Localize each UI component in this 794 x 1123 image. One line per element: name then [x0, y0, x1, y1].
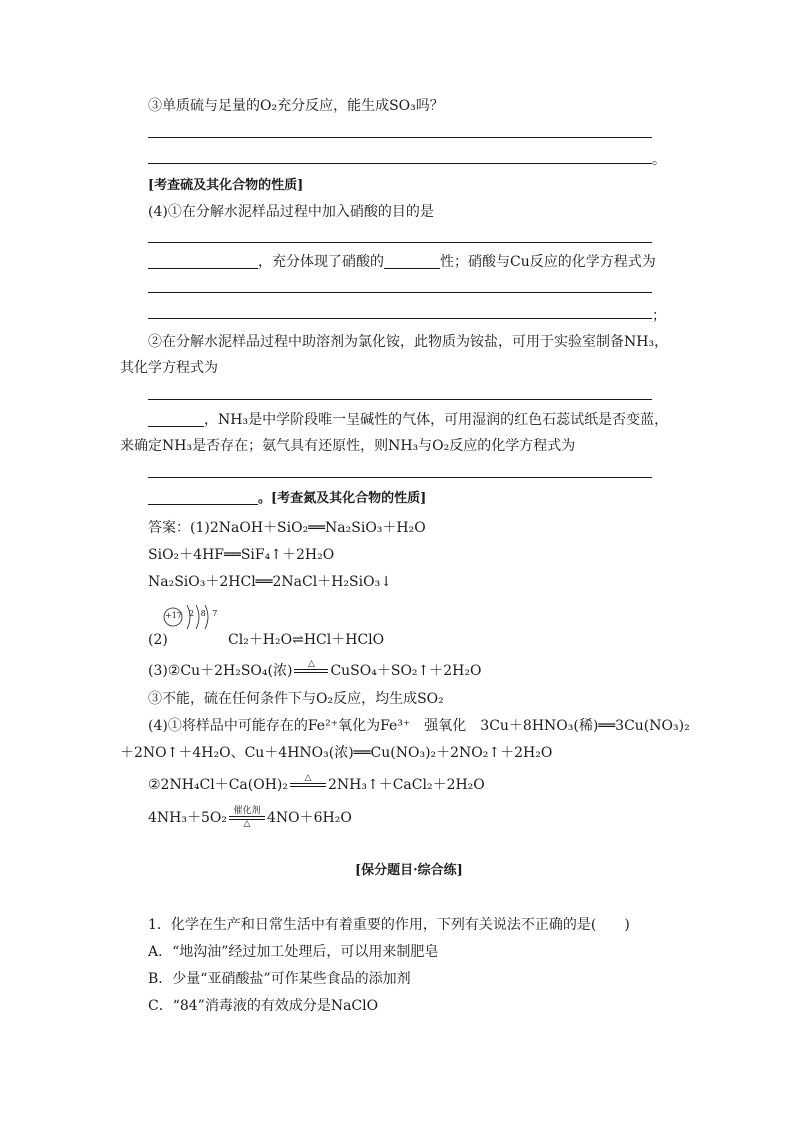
answer-4-2a-rhs: 2NH₃↑＋CaCl₂＋2H₂O [328, 777, 485, 793]
semicolon: ； [652, 308, 666, 324]
answer-4-2a [148, 774, 485, 796]
answer-line [148, 242, 652, 243]
answer-line [148, 163, 652, 164]
catalyst-label: 催化剂 [233, 806, 261, 816]
answer-2-eq: Cl₂＋H₂O⇌HCl＋HClO [228, 632, 385, 648]
fill-blank [384, 254, 440, 269]
mcq-stem: 1．化学在生产和日常生活中有着重要的作用，下列有关说法不正确的是( ) [148, 917, 630, 933]
answer-4-1a: (4)①将样品中可能存在的Fe²⁺氧化为Fe³⁺ 强氧化 3Cu＋8HNO₃(稀)══3Cu(NO₃)₂ [148, 718, 690, 734]
question-4-2c [148, 410, 668, 430]
question-4-1-continued [148, 252, 656, 272]
answer-3-3: ③不能，硫在任何条件下与O₂反应，均生成SO₂ [148, 691, 444, 707]
answer-4-2b-lhs: 4NH₃＋5O₂ [148, 810, 227, 826]
mcq-option-a: A．“地沟油”经过加工处理后，可以用来制肥皂 [148, 944, 439, 960]
heat-symbol: △ [307, 659, 315, 669]
section-title: [保分题目·综合练] [355, 863, 463, 878]
answer-4-2b-rhs: 4NO＋6H₂O [266, 810, 352, 826]
reaction-condition [229, 807, 265, 829]
answer-2-label: (2) [148, 632, 168, 648]
atom-nucleus-label: +17 [165, 611, 182, 620]
topic-tag-sulfur: [考查硫及其化合物的性质] [148, 178, 304, 193]
answer-label: 答案：(1) [148, 520, 210, 536]
question-4-1: (4)①在分解水泥样品过程中加入硝酸的目的是 [148, 204, 434, 220]
fill-blank [148, 490, 258, 505]
mcq-option-b: B．少量“亚硝酸盐”可作某些食品的添加剂 [148, 971, 411, 987]
chlorine-atom-diagram [162, 600, 222, 634]
question-4-2a: ②在分解水泥样品过程中助溶剂为氯化铵，此物质为铵盐，可用于实验室制备NH₃， [148, 334, 669, 350]
heat-symbol: △ [243, 819, 251, 829]
answer-3-2 [148, 660, 481, 682]
question-4-2d: 来确定NH₃是否存在；氨气具有还原性，则NH₃与O₂反应的化学方程式为 [120, 438, 576, 454]
answer-3-2-lhs: (3)②Cu＋2H₂SO₄(浓) [148, 663, 293, 679]
q4-2e-text: 。[考查氮及其化合物的性质] [258, 491, 427, 506]
answer-3-2-rhs: CuSO₄＋SO₂↑＋2H₂O [330, 663, 482, 679]
q4-2c-text: ，NH₃是中学阶段唯一呈碱性的气体，可用湿润的红色石蕊试纸是否变蓝， [204, 412, 669, 428]
fill-blank [148, 412, 204, 427]
answer-4-2b [148, 807, 352, 829]
answer-line [148, 292, 652, 293]
answer-line [148, 399, 652, 400]
answer-line [148, 137, 652, 138]
question-4-2b: 其化学方程式为 [120, 360, 218, 376]
answer-line [148, 477, 652, 478]
end-period: 。 [652, 152, 666, 168]
question-3-3: ③单质硫与足量的O₂充分反应，能生成SO₃吗？ [148, 98, 444, 114]
q4-1b-pre: ，充分体现了硝酸的 [258, 254, 384, 270]
answer-line [148, 318, 652, 319]
atom-shell-electrons: 2 8 7 [189, 609, 220, 618]
mcq-option-c: C．“84”消毒液的有效成分是NaClO [148, 998, 379, 1014]
question-4-2e [148, 488, 426, 509]
answer-1-eq-1: 2NaOH＋SiO₂══Na₂SiO₃＋H₂O [209, 520, 426, 536]
heat-symbol: △ [304, 773, 312, 783]
answer-1-line-1 [148, 518, 426, 538]
reaction-condition [294, 660, 328, 682]
answer-4-1b: ＋2NO↑＋4H₂O、Cu＋4HNO₃(浓)══Cu(NO₃)₂＋2NO₂↑＋2H₂O [120, 745, 553, 761]
fill-blank [148, 254, 258, 269]
q4-1b-post: 性；硝酸与Cu反应的化学方程式为 [440, 254, 656, 270]
answer-4-2a-lhs: ②2NH₄Cl＋Ca(OH)₂ [148, 777, 288, 793]
answer-1-line-2: SiO₂＋4HF══SiF₄↑＋2H₂O [148, 547, 335, 563]
reaction-condition [290, 774, 326, 796]
answer-1-line-3: Na₂SiO₃＋2HCl══2NaCl＋H₂SiO₃↓ [148, 574, 392, 590]
